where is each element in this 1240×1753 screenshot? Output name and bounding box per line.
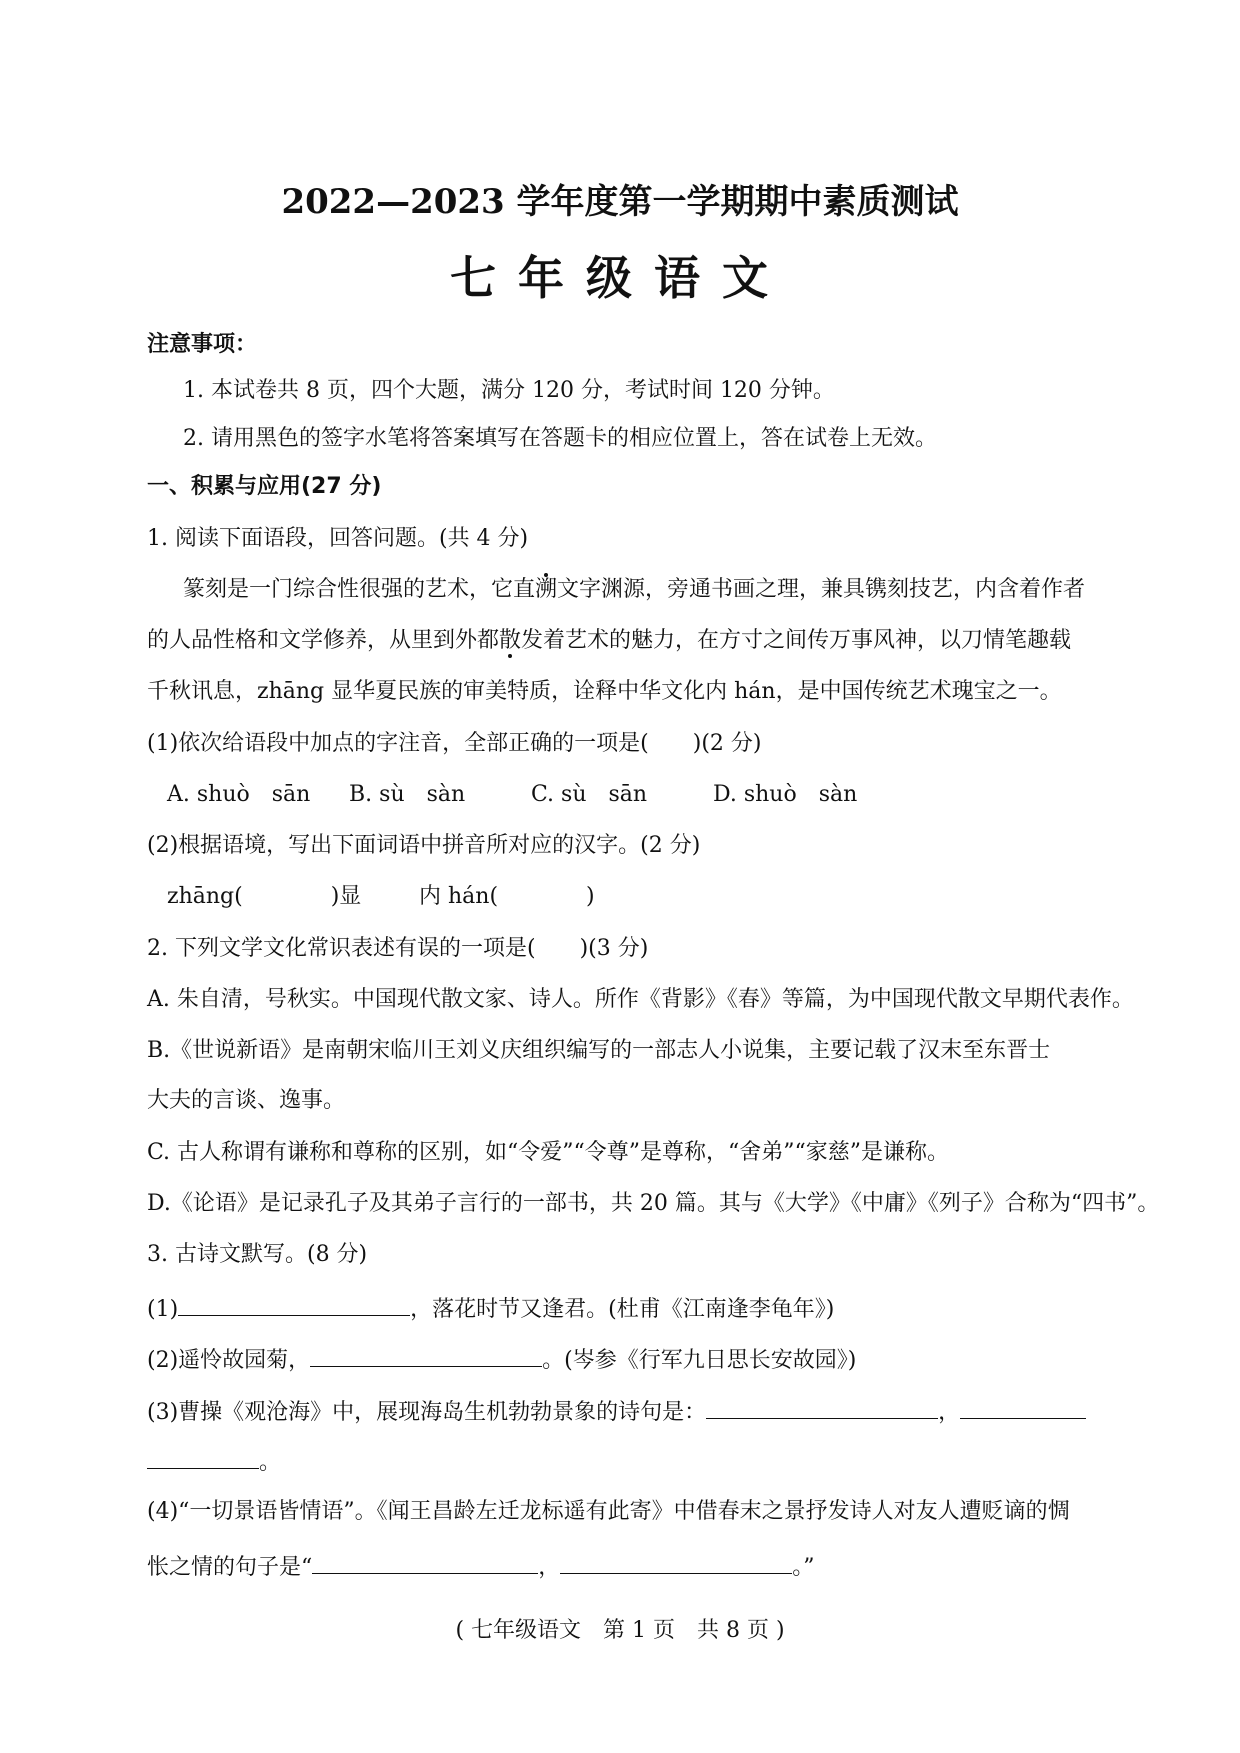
q2-option-d: D.《论语》是记录孔子及其弟子言行的一部书，共 20 篇。其与《大学》《中庸》《列子》合称为“四书”。 [147, 1191, 1160, 1216]
option-c: C. sù sān [531, 782, 648, 807]
pinyin-blank-zhang: zhāng( )显 [167, 884, 362, 909]
q1-sub-1: (1)依次给语段中加点的字注音，全部正确的一项是( )(2 分) [147, 731, 762, 756]
answer-blank[interactable] [310, 1342, 542, 1367]
passage-text: 篆刻是一门综合性很强的艺术，它直 [183, 577, 536, 602]
item-text: 怅之情的句子是“ [147, 1555, 313, 1580]
q1-passage-line-2 [147, 626, 1071, 656]
q1-stem: 1. 阅读下面语段，回答问题。(共 4 分) [147, 526, 529, 551]
notice-item-2: 2. 请用黑色的签字水笔将答案填写在答题卡的相应位置上，答在试卷上无效。 [183, 426, 937, 451]
option-a: A. shuò sān [167, 782, 311, 807]
notice-heading: 注意事项： [147, 332, 258, 357]
q3-item-2 [147, 1342, 856, 1376]
answer-blank[interactable] [560, 1549, 792, 1574]
section-1-heading: 一、积累与应用(27 分) [147, 474, 382, 499]
item-label: (1) [147, 1297, 179, 1322]
q1-options [167, 780, 857, 810]
item-text: (3)曹操《观沧海》中，展现海岛生机勃勃景象的诗句是： [147, 1400, 707, 1425]
item-text: ，落花时节又逢君。(杜甫《江南逢李龟年》) [410, 1297, 835, 1322]
q1-pinyin-row [167, 882, 595, 912]
q1-passage-line-1 [183, 575, 1085, 605]
pinyin-blank-han: 内 hán( ) [419, 884, 595, 909]
dotted-char: 溯 [535, 577, 558, 602]
q3-item-4-line-2 [147, 1549, 815, 1583]
item-text: ， [538, 1555, 561, 1580]
dotted-char: 散 [499, 628, 522, 653]
item-text: 。” [792, 1555, 815, 1580]
notice-item-1: 1. 本试卷共 8 页，四个大题，满分 120 分，考试时间 120 分钟。 [183, 378, 835, 403]
option-b: B. sù sàn [349, 782, 466, 807]
option-d: D. shuò sàn [713, 782, 858, 807]
subject-title: 七年级语文 [450, 251, 790, 305]
item-text: 。(岑参《行军九日思长安故园》) [542, 1348, 857, 1373]
answer-blank[interactable] [147, 1444, 259, 1469]
q2-option-b-line-2: 大夫的言谈、逸事。 [147, 1088, 346, 1113]
q2-option-b-line-1: B.《世说新语》是南朝宋临川王刘义庆组织编写的一部志人小说集，主要记载了汉末至东晋士 [147, 1038, 1051, 1063]
q1-passage-line-3: 千秋讯息，zhāng 显华夏民族的审美特质，诠释中华文化内 hán，是中国传统艺术瑰宝之一。 [147, 679, 1062, 704]
passage-text: 文字渊源，旁通书画之理，兼具镌刻技艺，内含着作者 [557, 577, 1086, 602]
q3-stem: 3. 古诗文默写。(8 分) [147, 1242, 368, 1267]
exam-year-title: 2022—2023 学年度第一学期期中素质测试 [281, 182, 959, 222]
q3-item-3 [147, 1394, 1086, 1428]
q3-item-1 [147, 1291, 834, 1325]
passage-text: 发着艺术的魅力，在方寸之间传万事风神，以刀情笔趣载 [521, 628, 1072, 653]
q2-option-a: A. 朱自清，号秋实。中国现代散文家、诗人。所作《背影》《春》等篇，为中国现代散文早期代表作。 [147, 987, 1134, 1012]
passage-text: 的人品性格和文学修养，从里到外都 [147, 628, 500, 653]
item-text: ， [938, 1400, 961, 1425]
answer-blank[interactable] [178, 1291, 410, 1316]
item-text: 。 [259, 1450, 282, 1475]
answer-blank[interactable] [312, 1549, 538, 1574]
answer-blank[interactable] [960, 1394, 1086, 1419]
q1-sub-2: (2)根据语境，写出下面词语中拼音所对应的汉字。(2 分) [147, 833, 701, 858]
page-footer: ( 七年级语文 第 1 页 共 8 页 ) [455, 1618, 785, 1643]
item-text: (2)遥怜故园菊， [147, 1348, 311, 1373]
answer-blank[interactable] [706, 1394, 938, 1419]
q3-item-4-line-1: (4)“一切景语皆情语”。《闻王昌龄左迁龙标遥有此寄》中借春末之景抒发诗人对友人遭贬谪的惆 [147, 1499, 1070, 1524]
q2-stem: 2. 下列文学文化常识表述有误的一项是( )(3 分) [147, 936, 649, 961]
q3-item-3-continued [147, 1444, 281, 1478]
q2-option-c: C. 古人称谓有谦称和尊称的区别，如“令爱”“令尊”是尊称，“舍弟”“家慈”是谦称。 [147, 1140, 950, 1165]
